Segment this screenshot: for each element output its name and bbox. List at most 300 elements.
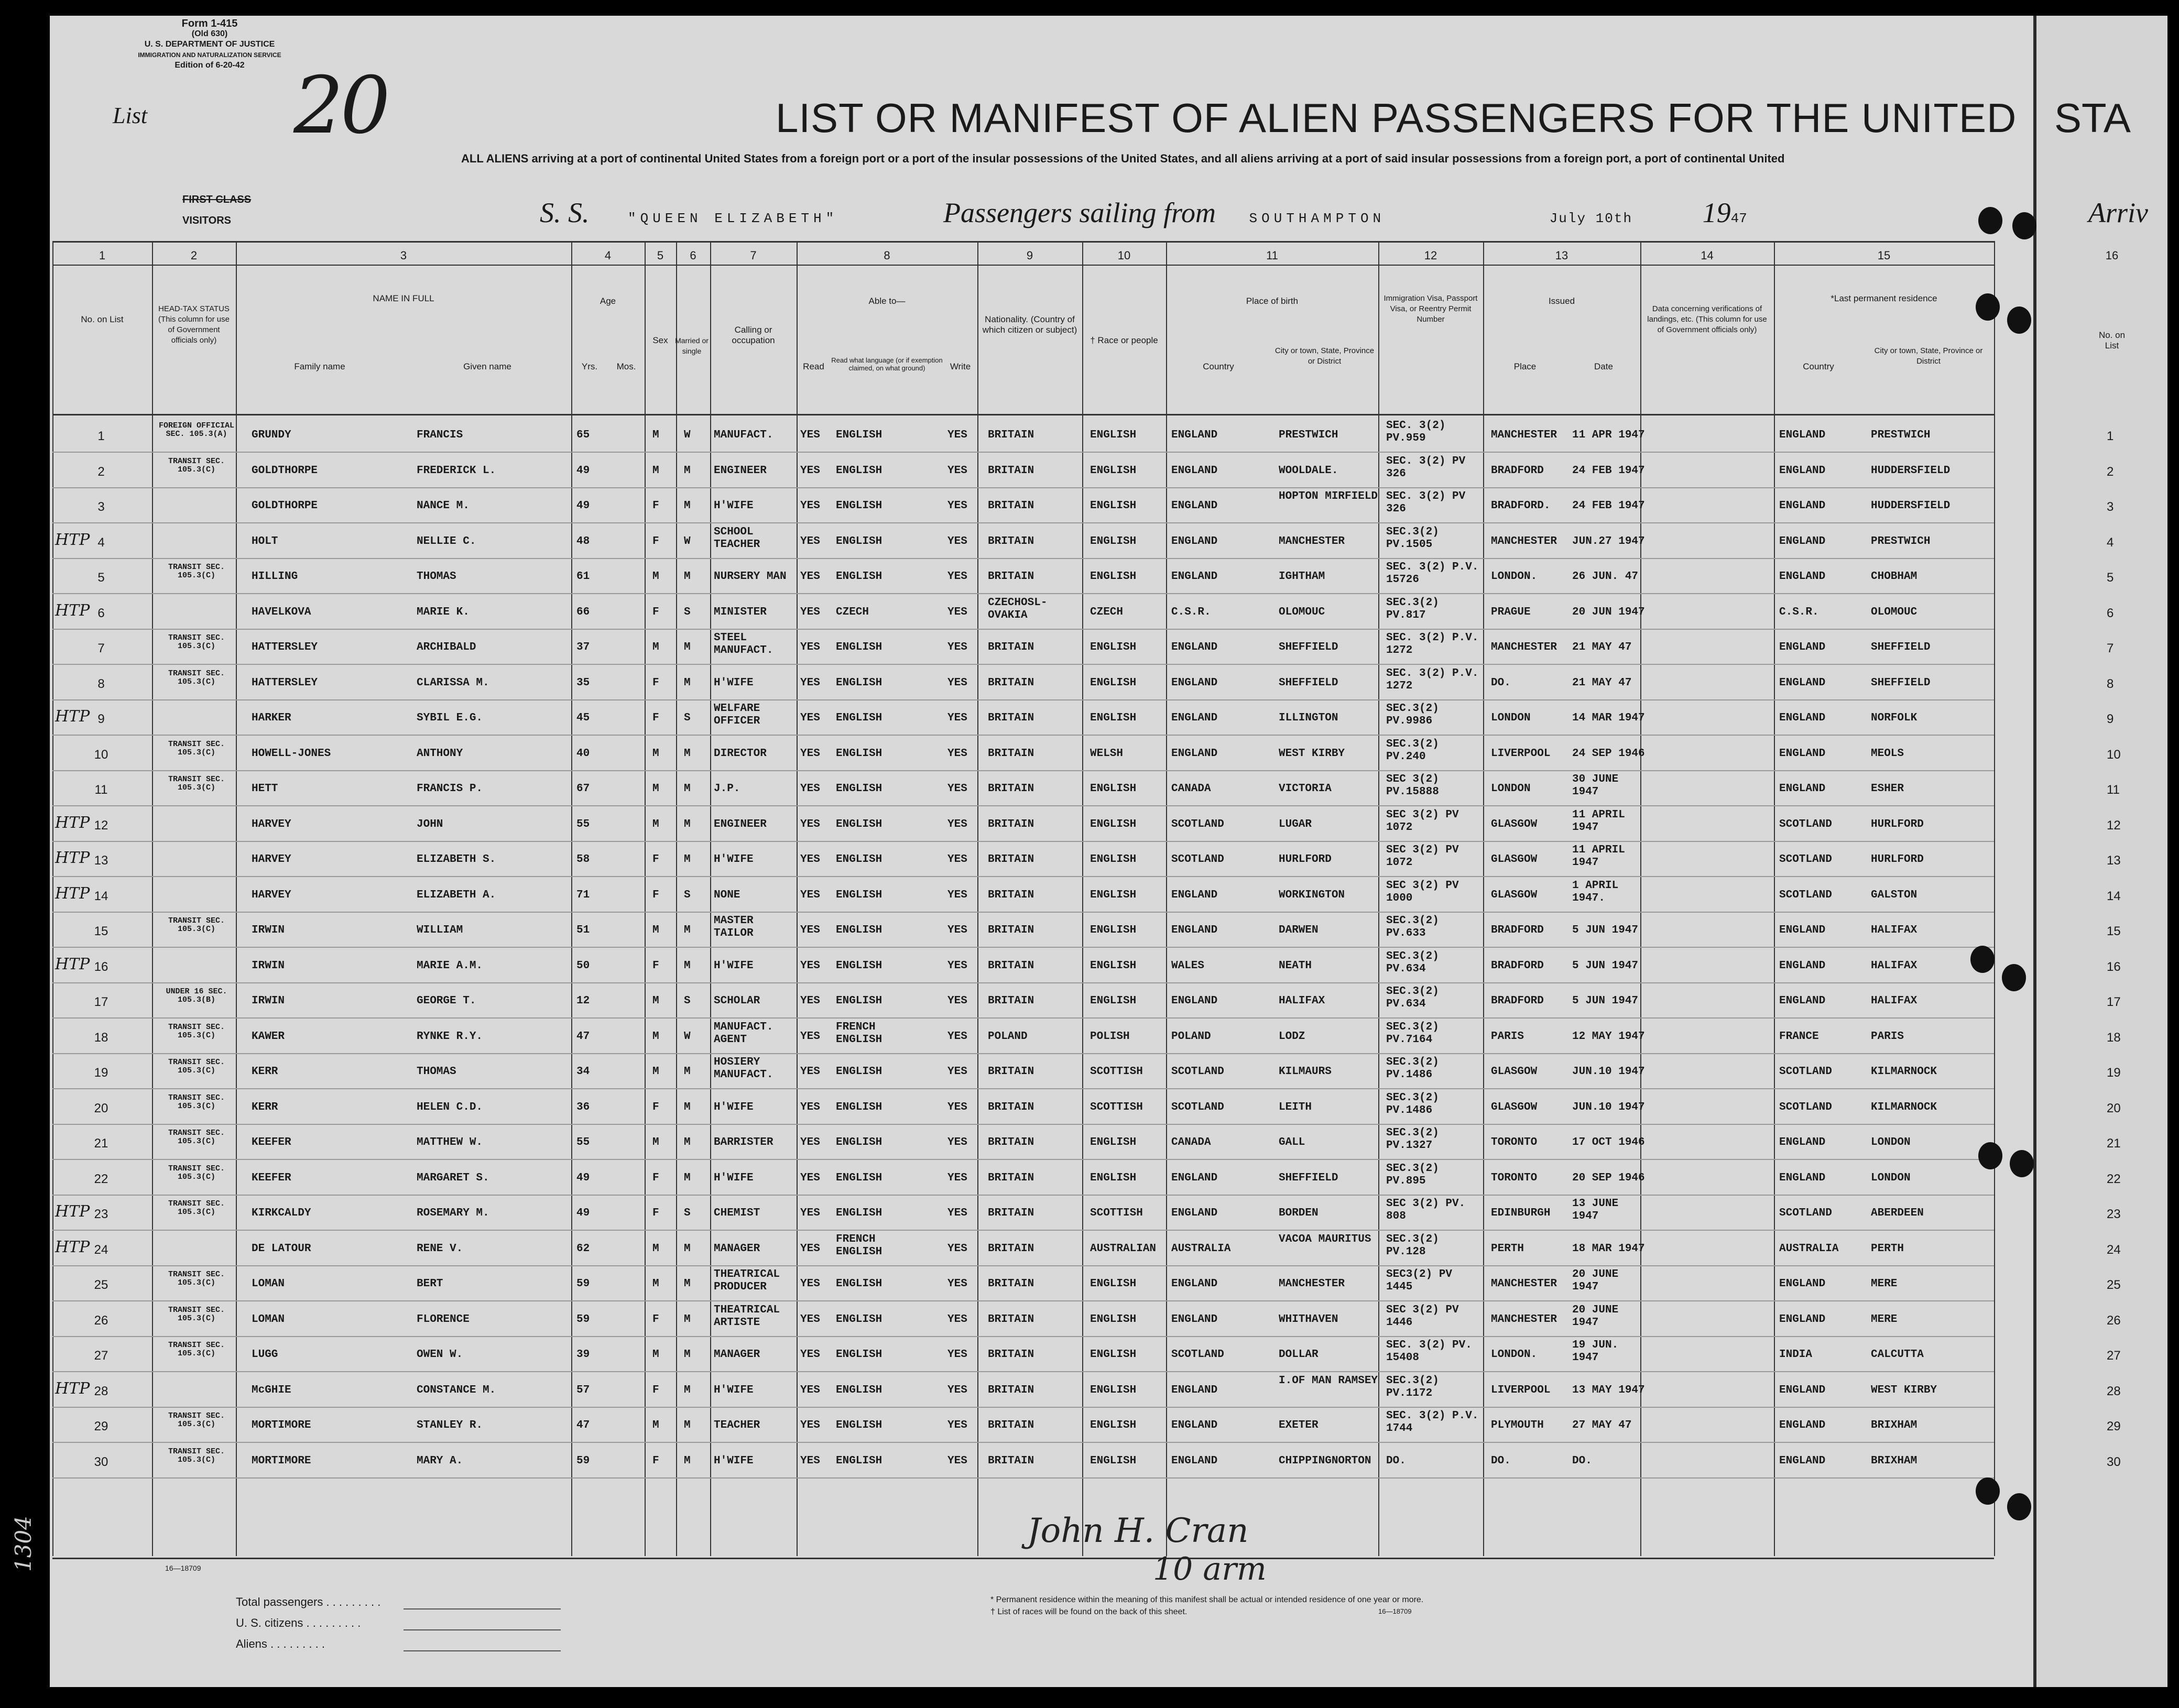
read-language: ENGLISH xyxy=(836,1207,883,1219)
form-old: (Old 630) xyxy=(191,29,228,38)
occupation: H'WIFE xyxy=(714,1384,754,1396)
can-write: YES xyxy=(947,889,967,901)
given-name: CONSTANCE M. xyxy=(417,1384,496,1396)
residence-country: ENGLAND xyxy=(1779,1454,1826,1467)
row-number: 19 xyxy=(94,1066,108,1080)
table-row xyxy=(52,877,2121,913)
htp-mark: HTP xyxy=(55,1238,90,1256)
age-years: 35 xyxy=(576,676,590,689)
row-number: 9 xyxy=(97,712,105,726)
hdr-head-tax: HEAD-TAX STATUS (This column for use of Government officials only) xyxy=(158,304,230,345)
age-years: 47 xyxy=(576,1030,590,1043)
hdr-issued: Issued xyxy=(1548,296,1575,306)
residence-country: ENGLAND xyxy=(1779,571,1826,583)
row-number-right: 4 xyxy=(2107,535,2114,550)
given-name: FLORENCE xyxy=(417,1313,470,1326)
hdr-race: † Race or people xyxy=(1090,335,1158,345)
row-number: 5 xyxy=(97,571,105,585)
residence-city: PRESTWICH xyxy=(1871,535,1931,548)
can-read: YES xyxy=(800,1278,820,1290)
birth-city: WORKINGTON xyxy=(1279,889,1345,901)
race: ENGLISH xyxy=(1090,924,1137,936)
visa-number: SEC3(2) PV 1445 xyxy=(1386,1268,1453,1293)
nationality: BRITAIN xyxy=(988,889,1034,901)
marital-status: M xyxy=(684,747,691,760)
hdr-family-name: Family name xyxy=(294,362,345,371)
age-years: 37 xyxy=(576,641,590,653)
list-label: List xyxy=(113,103,148,128)
htp-mark: HTP xyxy=(55,884,90,903)
birth-country: ENGLAND xyxy=(1171,1384,1218,1396)
can-read: YES xyxy=(800,500,820,512)
residence-city: SHEFFIELD xyxy=(1871,641,1931,653)
can-read: YES xyxy=(800,1207,820,1219)
row-number-right: 21 xyxy=(2107,1136,2121,1151)
age-years: 49 xyxy=(576,464,590,477)
sex: F xyxy=(652,1171,659,1184)
age-years: 40 xyxy=(576,747,590,760)
row-number-right: 17 xyxy=(2107,995,2121,1009)
hdr-verification: Data concerning verifications of landings, etc. (This column for use of Government officials only) xyxy=(1647,304,1767,334)
sex: F xyxy=(652,676,659,689)
residence-country: SCOTLAND xyxy=(1779,818,1832,830)
residence-city: HUDDERSFIELD xyxy=(1871,500,1951,512)
row-number: 27 xyxy=(94,1349,108,1363)
visa-number: SEC.3(2) PV.1505 xyxy=(1386,525,1439,551)
table-row xyxy=(52,806,2121,842)
sex: M xyxy=(652,995,659,1007)
hdr-years: Yrs. xyxy=(581,362,598,371)
race: ENGLISH xyxy=(1090,429,1137,441)
htp-mark: HTP xyxy=(55,849,90,867)
residence-country: ENGLAND xyxy=(1779,1419,1826,1431)
age-years: 47 xyxy=(576,1419,590,1431)
head-tax: TRANSIT SEC. 105.3(C) xyxy=(168,916,225,934)
can-write: YES xyxy=(947,1207,967,1219)
can-read: YES xyxy=(800,1066,820,1078)
residence-country: SCOTLAND xyxy=(1779,853,1832,866)
issue-place: MANCHESTER xyxy=(1491,429,1557,441)
occupation: MANAGER xyxy=(714,1349,760,1361)
table-row xyxy=(52,452,2114,488)
nationality: BRITAIN xyxy=(988,429,1034,441)
birth-city: BORDEN xyxy=(1279,1207,1319,1219)
birth-city: WEST KIRBY xyxy=(1279,747,1345,760)
sex: M xyxy=(652,1066,659,1078)
family-name: HETT xyxy=(252,783,278,795)
visa-number: SEC.3(2) PV.895 xyxy=(1386,1162,1439,1187)
table-row xyxy=(52,1018,2121,1054)
residence-country: ENGLAND xyxy=(1779,1313,1826,1326)
issue-date: 17 OCT 1946 xyxy=(1572,1136,1645,1148)
nationality: BRITAIN xyxy=(988,924,1034,936)
occupation: MANAGER xyxy=(714,1242,760,1255)
occupation: NURSERY MAN xyxy=(714,571,787,583)
class-visitors: VISITORS xyxy=(182,215,231,226)
row-number: 3 xyxy=(97,500,105,514)
row-number: 26 xyxy=(94,1313,108,1328)
can-write: YES xyxy=(947,1349,967,1361)
birth-country: ENGLAND xyxy=(1171,464,1218,477)
family-name: LUGG xyxy=(252,1349,278,1361)
race: CZECH xyxy=(1090,606,1124,618)
issue-place: LIVERPOOL xyxy=(1491,1384,1551,1396)
can-read: YES xyxy=(800,747,820,760)
row-number: 12 xyxy=(94,818,108,833)
can-read: YES xyxy=(800,464,820,477)
row-number-right: 8 xyxy=(2107,676,2114,691)
given-name: GEORGE T. xyxy=(417,995,476,1007)
family-name: HOLT xyxy=(252,535,278,548)
nationality: BRITAIN xyxy=(988,535,1034,548)
row-number: 23 xyxy=(94,1207,108,1221)
can-write: YES xyxy=(947,1136,967,1148)
issue-place: LONDON. xyxy=(1491,1349,1538,1361)
can-read: YES xyxy=(800,889,820,901)
table-row xyxy=(52,912,2121,948)
nationality: BRITAIN xyxy=(988,712,1034,724)
race: ENGLISH xyxy=(1090,641,1137,653)
occupation: H'WIFE xyxy=(714,1101,754,1113)
occupation: ENGINEER xyxy=(714,818,767,830)
residence-country: ENGLAND xyxy=(1779,995,1826,1007)
visa-number: SEC.3(2) PV.9986 xyxy=(1386,703,1439,727)
race: ENGLISH xyxy=(1090,1313,1137,1326)
can-read: YES xyxy=(800,783,820,795)
family-name: LOMAN xyxy=(252,1313,285,1326)
sex: F xyxy=(652,889,659,901)
aliens-label: Aliens . . . . . . . . . xyxy=(236,1637,325,1650)
can-read: YES xyxy=(800,535,820,548)
can-write: YES xyxy=(947,995,967,1007)
birth-country: ENGLAND xyxy=(1171,429,1218,441)
birth-city: HALIFAX xyxy=(1279,995,1325,1007)
can-read: YES xyxy=(800,429,820,441)
table-row xyxy=(52,594,2114,630)
colnum-10: 10 xyxy=(1117,249,1131,262)
row-number: 20 xyxy=(94,1101,108,1115)
residence-country: ENGLAND xyxy=(1779,1136,1826,1148)
residence-city: PRESTWICH xyxy=(1871,429,1931,441)
hdr-months: Mos. xyxy=(616,362,636,371)
page-title: LIST OR MANIFEST OF ALIEN PASSENGERS FOR THE UNITED xyxy=(776,95,2017,141)
class-first: FIRST CLASS xyxy=(182,194,252,205)
can-read: YES xyxy=(800,1030,820,1043)
can-read: YES xyxy=(800,1384,820,1396)
colnum-12: 12 xyxy=(1424,249,1437,262)
row-number: 17 xyxy=(94,995,108,1009)
row-number-right: 30 xyxy=(2107,1454,2121,1469)
residence-city: ESHER xyxy=(1871,783,1904,795)
given-name: OWEN W. xyxy=(417,1349,463,1361)
row-number: 7 xyxy=(97,641,105,655)
issue-place: PERTH xyxy=(1491,1242,1524,1255)
occupation: TEACHER xyxy=(714,1419,760,1431)
issue-place: BRADFORD xyxy=(1491,924,1544,936)
occupation: CHEMIST xyxy=(714,1207,760,1219)
marital-status: M xyxy=(684,1242,691,1255)
colnum-5: 5 xyxy=(657,249,664,262)
can-write: YES xyxy=(947,747,967,760)
read-language: ENGLISH xyxy=(836,712,883,724)
table-row xyxy=(52,947,2121,983)
issue-date: JUN.27 1947 xyxy=(1572,535,1645,548)
table-row xyxy=(52,664,2114,700)
given-name: ELIZABETH S. xyxy=(417,853,496,866)
marital-status: W xyxy=(684,535,691,548)
issue-date: 20 JUNE 1947 xyxy=(1572,1304,1619,1329)
occupation: H'WIFE xyxy=(714,853,754,866)
row-number: 16 xyxy=(94,959,108,974)
visa-number: SEC. 3(2) PV 326 xyxy=(1386,455,1466,480)
residence-country: ENGLAND xyxy=(1779,712,1826,724)
age-years: 51 xyxy=(576,924,590,936)
arrival-label: Arriv xyxy=(2088,197,2148,228)
table-row xyxy=(52,1372,2121,1408)
nationality: BRITAIN xyxy=(988,1278,1034,1290)
table-row xyxy=(52,1053,2121,1089)
family-name: DE LATOUR xyxy=(252,1242,311,1255)
htp-mark: HTP xyxy=(55,1202,90,1221)
given-name: RENE V. xyxy=(417,1242,463,1255)
visa-number: SEC. 3(2) PV. 15408 xyxy=(1386,1339,1472,1364)
visa-number: SEC.3(2) PV.1486 xyxy=(1386,1056,1439,1081)
can-read: YES xyxy=(800,995,820,1007)
residence-city: KILMARNOCK xyxy=(1871,1066,1937,1078)
read-language: ENGLISH xyxy=(836,924,883,936)
occupation: H'WIFE xyxy=(714,959,754,972)
head-tax: TRANSIT SEC. 105.3(C) xyxy=(168,563,225,580)
sex: F xyxy=(652,606,659,618)
row-number: 4 xyxy=(97,535,105,550)
issue-place: LONDON. xyxy=(1491,571,1538,583)
read-language: ENGLISH xyxy=(836,535,883,548)
form-number: Form 1-415 xyxy=(181,18,238,29)
sex: M xyxy=(652,1030,659,1043)
given-name: ROSEMARY M. xyxy=(417,1207,489,1219)
age-years: 57 xyxy=(576,1384,590,1396)
given-name: ARCHIBALD xyxy=(417,641,476,653)
head-tax: TRANSIT SEC. 105.3(C) xyxy=(168,739,225,757)
row-number-right: 19 xyxy=(2107,1066,2121,1080)
occupation: THEATRICAL ARTISTE xyxy=(714,1304,780,1329)
sex: F xyxy=(652,959,659,972)
row-number: 8 xyxy=(97,676,105,691)
birth-city: DARWEN xyxy=(1279,924,1319,936)
header-rule xyxy=(52,414,1994,415)
age-years: 61 xyxy=(576,571,590,583)
can-write: YES xyxy=(947,783,967,795)
residence-city: OLOMOUC xyxy=(1871,606,1917,618)
sex: M xyxy=(652,429,659,441)
issue-place: MANCHESTER xyxy=(1491,535,1557,548)
race: ENGLISH xyxy=(1090,959,1137,972)
issue-place: GLASGOW xyxy=(1491,853,1538,866)
birth-country: CANADA xyxy=(1171,783,1211,795)
age-years: 50 xyxy=(576,959,590,972)
hdr-given-name: Given name xyxy=(463,362,511,371)
residence-country: ENGLAND xyxy=(1779,747,1826,760)
table-row xyxy=(52,699,2114,736)
race: ENGLISH xyxy=(1090,1171,1137,1184)
issue-place: GLASGOW xyxy=(1491,1101,1538,1113)
can-write: YES xyxy=(947,1313,967,1326)
row-number-right: 22 xyxy=(2107,1171,2121,1186)
hdr-last-residence: *Last permanent residence xyxy=(1831,293,1937,303)
family-name: KERR xyxy=(252,1066,278,1078)
read-language: FRENCH ENGLISH xyxy=(836,1233,883,1258)
nationality: BRITAIN xyxy=(988,959,1034,972)
residence-city: KILMARNOCK xyxy=(1871,1101,1937,1113)
family-name: KEEFER xyxy=(252,1171,291,1184)
hdr-visa: Immigration Visa, Passport Visa, or Reentry Permit Number xyxy=(1383,294,1478,324)
row-number-right: 5 xyxy=(2107,571,2114,585)
count-note: 10 arm xyxy=(1153,1551,1267,1587)
can-write: YES xyxy=(947,1242,967,1255)
table-row xyxy=(52,1089,2121,1125)
can-read: YES xyxy=(800,818,820,830)
nationality: BRITAIN xyxy=(988,853,1034,866)
visa-number: SEC 3(2) PV 1072 xyxy=(1386,844,1459,869)
hdr-birth-country: Country xyxy=(1203,362,1234,371)
row-number-right: 23 xyxy=(2107,1207,2121,1221)
can-write: YES xyxy=(947,1384,967,1396)
marital-status: M xyxy=(684,924,691,936)
residence-country: INDIA xyxy=(1779,1349,1813,1361)
can-read: YES xyxy=(800,712,820,724)
row-number-right: 7 xyxy=(2107,641,2114,655)
residence-city: MERE xyxy=(1871,1278,1898,1290)
occupation: SCHOOL TEACHER xyxy=(714,525,760,551)
visa-number: SEC. 3(2) P.V. 1272 xyxy=(1386,667,1479,692)
birth-country: ENGLAND xyxy=(1171,1419,1218,1431)
row-number: 29 xyxy=(94,1419,108,1433)
birth-country: SCOTLAND xyxy=(1171,1101,1224,1113)
age-years: 39 xyxy=(576,1349,590,1361)
family-name: LOMAN xyxy=(252,1278,285,1290)
given-name: ANTHONY xyxy=(417,747,463,760)
row-number-right: 27 xyxy=(2107,1349,2121,1363)
year-prefix: 19 xyxy=(1702,197,1731,228)
marital-status: M xyxy=(684,676,691,689)
occupation: BARRISTER xyxy=(714,1136,773,1148)
sex: F xyxy=(652,712,659,724)
head-tax: TRANSIT SEC. 105.3(C) xyxy=(168,1129,225,1146)
given-name: FREDERICK L. xyxy=(417,464,496,477)
can-write: YES xyxy=(947,464,967,477)
family-name: HILLING xyxy=(252,571,298,583)
read-language: ENGLISH xyxy=(836,1313,883,1326)
race: ENGLISH xyxy=(1090,571,1137,583)
head-tax: TRANSIT SEC. 105.3(C) xyxy=(168,1058,225,1075)
birth-city: HURLFORD xyxy=(1279,853,1332,866)
can-write: YES xyxy=(947,1454,967,1467)
read-language: ENGLISH xyxy=(836,1454,883,1467)
issue-date: 5 JUN 1947 xyxy=(1572,959,1639,972)
issue-date: 20 SEP 1946 xyxy=(1572,1171,1645,1184)
can-write: YES xyxy=(947,606,967,618)
sex: M xyxy=(652,1278,659,1290)
family-name: McGHIE xyxy=(252,1384,291,1396)
residence-city: HURLFORD xyxy=(1871,818,1924,830)
visa-number: SEC 3(2) PV 1072 xyxy=(1386,808,1459,834)
nationality: BRITAIN xyxy=(988,1066,1034,1078)
birth-city: WHITHAVEN xyxy=(1279,1313,1338,1326)
issue-date: 14 MAR 1947 xyxy=(1572,712,1645,724)
birth-city: NEATH xyxy=(1279,959,1312,972)
age-years: 49 xyxy=(576,1207,590,1219)
hdr-nationality: Nationality. (Country of which citizen or subject) xyxy=(982,314,1077,335)
htp-mark: HTP xyxy=(55,955,90,973)
head-tax: TRANSIT SEC. 105.3(C) xyxy=(168,1447,225,1464)
residence-city: HALIFAX xyxy=(1871,924,1917,936)
can-read: YES xyxy=(800,1313,820,1326)
head-tax: TRANSIT SEC. 105.3(C) xyxy=(168,1199,225,1217)
read-language: ENGLISH xyxy=(836,1384,883,1396)
colnum-2: 2 xyxy=(190,249,198,262)
race: ENGLISH xyxy=(1090,853,1137,866)
birth-city: SHEFFIELD xyxy=(1279,641,1338,653)
family-name: GOLDTHORPE xyxy=(252,464,318,477)
residence-city: GALSTON xyxy=(1871,889,1917,901)
issue-place: BRADFORD xyxy=(1491,959,1544,972)
residence-city: LONDON xyxy=(1871,1171,1911,1184)
residence-city: BRIXHAM xyxy=(1871,1454,1917,1467)
form-footer: 16—18709 xyxy=(165,1564,201,1572)
sex: M xyxy=(652,747,659,760)
colnum-8: 8 xyxy=(884,249,890,262)
age-years: 62 xyxy=(576,1242,590,1255)
nationality: BRITAIN xyxy=(988,571,1034,583)
given-name: STANLEY R. xyxy=(417,1419,483,1431)
residence-city: SHEFFIELD xyxy=(1871,676,1931,689)
residence-city: HUDDERSFIELD xyxy=(1871,464,1951,477)
race: POLISH xyxy=(1090,1030,1130,1043)
can-write: YES xyxy=(947,535,967,548)
marital-status: M xyxy=(684,959,691,972)
can-write: YES xyxy=(947,1030,967,1043)
issue-date: 21 MAY 47 xyxy=(1572,676,1632,689)
table-row xyxy=(52,982,2121,1019)
birth-country: ENGLAND xyxy=(1171,1278,1218,1290)
birth-city: SHEFFIELD xyxy=(1279,1171,1338,1184)
visa-number: SEC. 3(2) P.V. 15726 xyxy=(1386,561,1479,586)
issue-place: BRADFORD xyxy=(1491,995,1544,1007)
race: WELSH xyxy=(1090,747,1124,760)
can-write: YES xyxy=(947,818,967,830)
issue-place: MANCHESTER xyxy=(1491,1278,1557,1290)
row-number: 11 xyxy=(94,783,108,797)
row-number: 18 xyxy=(94,1030,108,1045)
table-row xyxy=(52,1124,2121,1160)
row-number-right: 9 xyxy=(2107,712,2114,726)
residence-country: ENGLAND xyxy=(1779,783,1826,795)
can-read: YES xyxy=(800,959,820,972)
issue-place: LONDON xyxy=(1491,712,1531,724)
head-tax: TRANSIT SEC. 105.3(C) xyxy=(168,633,225,651)
occupation: J.P. xyxy=(714,783,740,795)
residence-country: SCOTLAND xyxy=(1779,889,1832,901)
hdr-sex: Sex xyxy=(652,335,668,345)
residence-city: WEST KIRBY xyxy=(1871,1384,1937,1396)
read-language: ENGLISH xyxy=(836,571,883,583)
table-row xyxy=(52,1336,2121,1372)
issue-place: LIVERPOOL xyxy=(1491,747,1551,760)
sex: F xyxy=(652,500,659,512)
age-years: 49 xyxy=(576,500,590,512)
occupation: DIRECTOR xyxy=(714,747,767,760)
read-language: ENGLISH xyxy=(836,1101,883,1113)
